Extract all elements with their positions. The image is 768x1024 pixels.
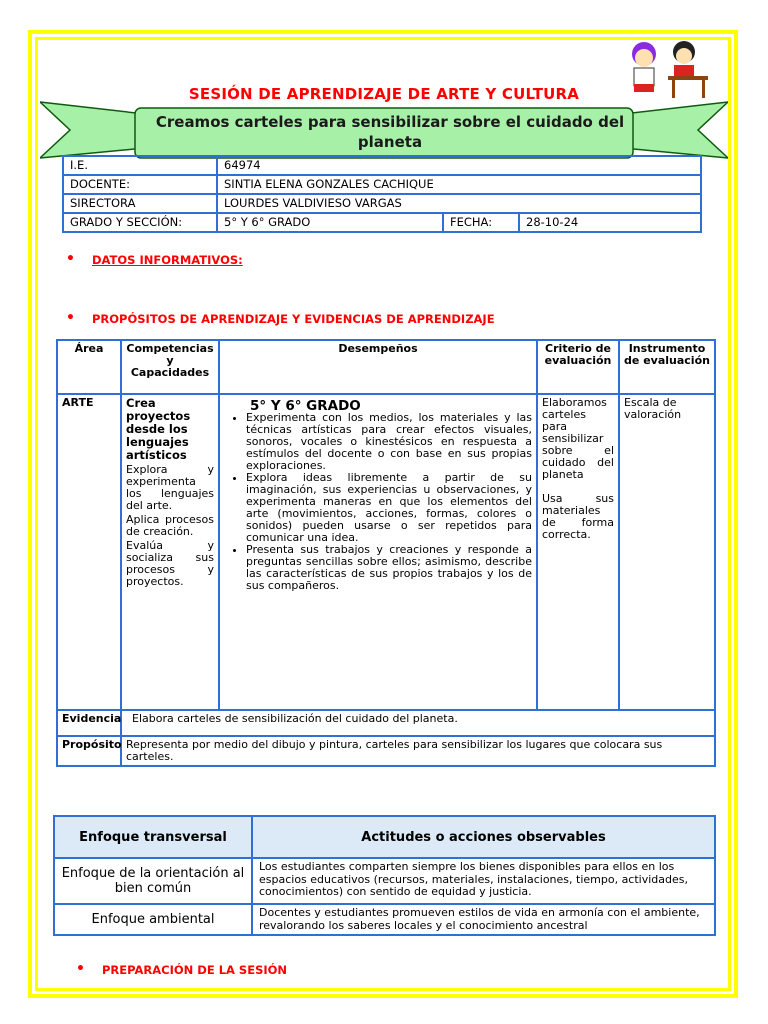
- section-preparacion: • PREPARACIÓN DE LA SESIÓN: [76, 961, 288, 977]
- desempeno-item: • Presenta sus trabajos y creaciones y responde a preguntas sencillas sobre ellos; asimismo, describe las características de sus propios trabajos y los de sus compañeros.: [246, 544, 532, 592]
- header-criterio: Criterio de evaluación: [537, 340, 619, 394]
- grado-label: GRADO Y SECCIÓN:: [63, 213, 217, 232]
- capacidad: Evalúa y socializa sus procesos y proyectos.: [126, 539, 214, 588]
- grade-heading: 5° Y 6° GRADO: [250, 398, 361, 414]
- section-propositos: • PROPÓSITOS DE APRENDIZAJE Y EVIDENCIAS DE APRENDIZAJE: [66, 310, 495, 326]
- grado-value: 5° Y 6° GRADO: [217, 213, 443, 232]
- competencia: Crea proyectos desde los lenguajes artísticos: [126, 396, 191, 462]
- desempenos-cell: [219, 394, 537, 710]
- enfoque-actitudes: Los estudiantes comparten siempre los bienes disponibles para ellos en los espacios educativos (recursos, materiales, instalaciones, tiempo, actividades, conocimientos) con sentido de equidad y justicia.: [252, 858, 715, 904]
- session-topic: Creamos carteles para sensibilizar sobre el cuidado del planeta: [155, 113, 625, 151]
- header-competencias: Competencias y Capacidades: [121, 340, 219, 394]
- evidencia-label: Evidencia: [57, 710, 121, 736]
- ie-value: 64974: [217, 156, 701, 175]
- criterio-item: Usa sus materiales de forma correcta.: [542, 492, 614, 541]
- enfoque-actitudes: Docentes y estudiantes promueven estilos de vida en armonía con el ambiente, revalorando los saberes locales y el conocimiento ancestral: [252, 904, 715, 935]
- area-value: ARTE: [57, 394, 121, 710]
- informative-data-table: [62, 155, 702, 233]
- capacidad: Explora y experimenta los lenguajes del arte.: [126, 463, 214, 512]
- fecha-value: 28-10-24: [519, 213, 701, 232]
- header-actitudes: Actitudes o acciones observables: [252, 816, 715, 858]
- docente-label: DOCENTE:: [63, 175, 217, 194]
- directora-value: LOURDES VALDIVIESO VARGAS: [217, 194, 701, 213]
- section-datos: • DATOS INFORMATIVOS:: [66, 251, 243, 267]
- ie-label: I.E.: [63, 156, 217, 175]
- header-desempenos: Desempeños: [219, 340, 537, 394]
- criterio-cell: [537, 394, 619, 710]
- proposito-label: Propósito: [57, 736, 121, 766]
- instrumento-value: Escala de valoración: [619, 394, 715, 710]
- enfoque-name: Enfoque ambiental: [54, 904, 252, 935]
- capacidad: Aplica procesos de creación.: [126, 513, 214, 538]
- header-instrumento: Instrumento de evaluación: [619, 340, 715, 394]
- desempeno-item: • Explora ideas libremente a partir de su imaginación, sus experiencias u observaciones, y experimenta maneras en que los elementos del arte (movimientos, acciones, formas, colores o sonidos) pueden usarse o ser repetidos para comunicar una idea.: [246, 472, 532, 544]
- header-area: Área: [57, 340, 121, 394]
- session-title: SESIÓN DE APRENDIZAJE DE ARTE Y CULTURA: [188, 85, 580, 103]
- fecha-label: FECHA:: [443, 213, 519, 232]
- docente-value: SINTIA ELENA GONZALES CACHIQUE: [217, 175, 701, 194]
- proposito-value: Representa por medio del dibujo y pintura, carteles para sensibilizar los lugares que colocara sus carteles.: [121, 736, 715, 766]
- directora-label: SIRECTORA: [63, 194, 217, 213]
- criterio-item: Elaboramos carteles para sensibilizar sobre el cuidado del planeta: [542, 396, 614, 481]
- header-enfoque: Enfoque transversal: [54, 816, 252, 858]
- enfoque-name: Enfoque de la orientación al bien común: [54, 858, 252, 904]
- transversal-approaches-table: [53, 815, 716, 936]
- competencias-cell: [121, 394, 219, 710]
- children-illustration: [622, 38, 714, 100]
- evidencia-value: Elabora carteles de sensibilización del cuidado del planeta.: [121, 710, 715, 736]
- purposes-table: [56, 339, 716, 767]
- desempeno-item: • Experimenta con los medios, los materiales y las técnicas artísticas para crear efectos visuales, sonoros, vocales o kinestésicos en respuesta a estímulos del docente o con base en sus propias exploraciones.: [246, 412, 532, 472]
